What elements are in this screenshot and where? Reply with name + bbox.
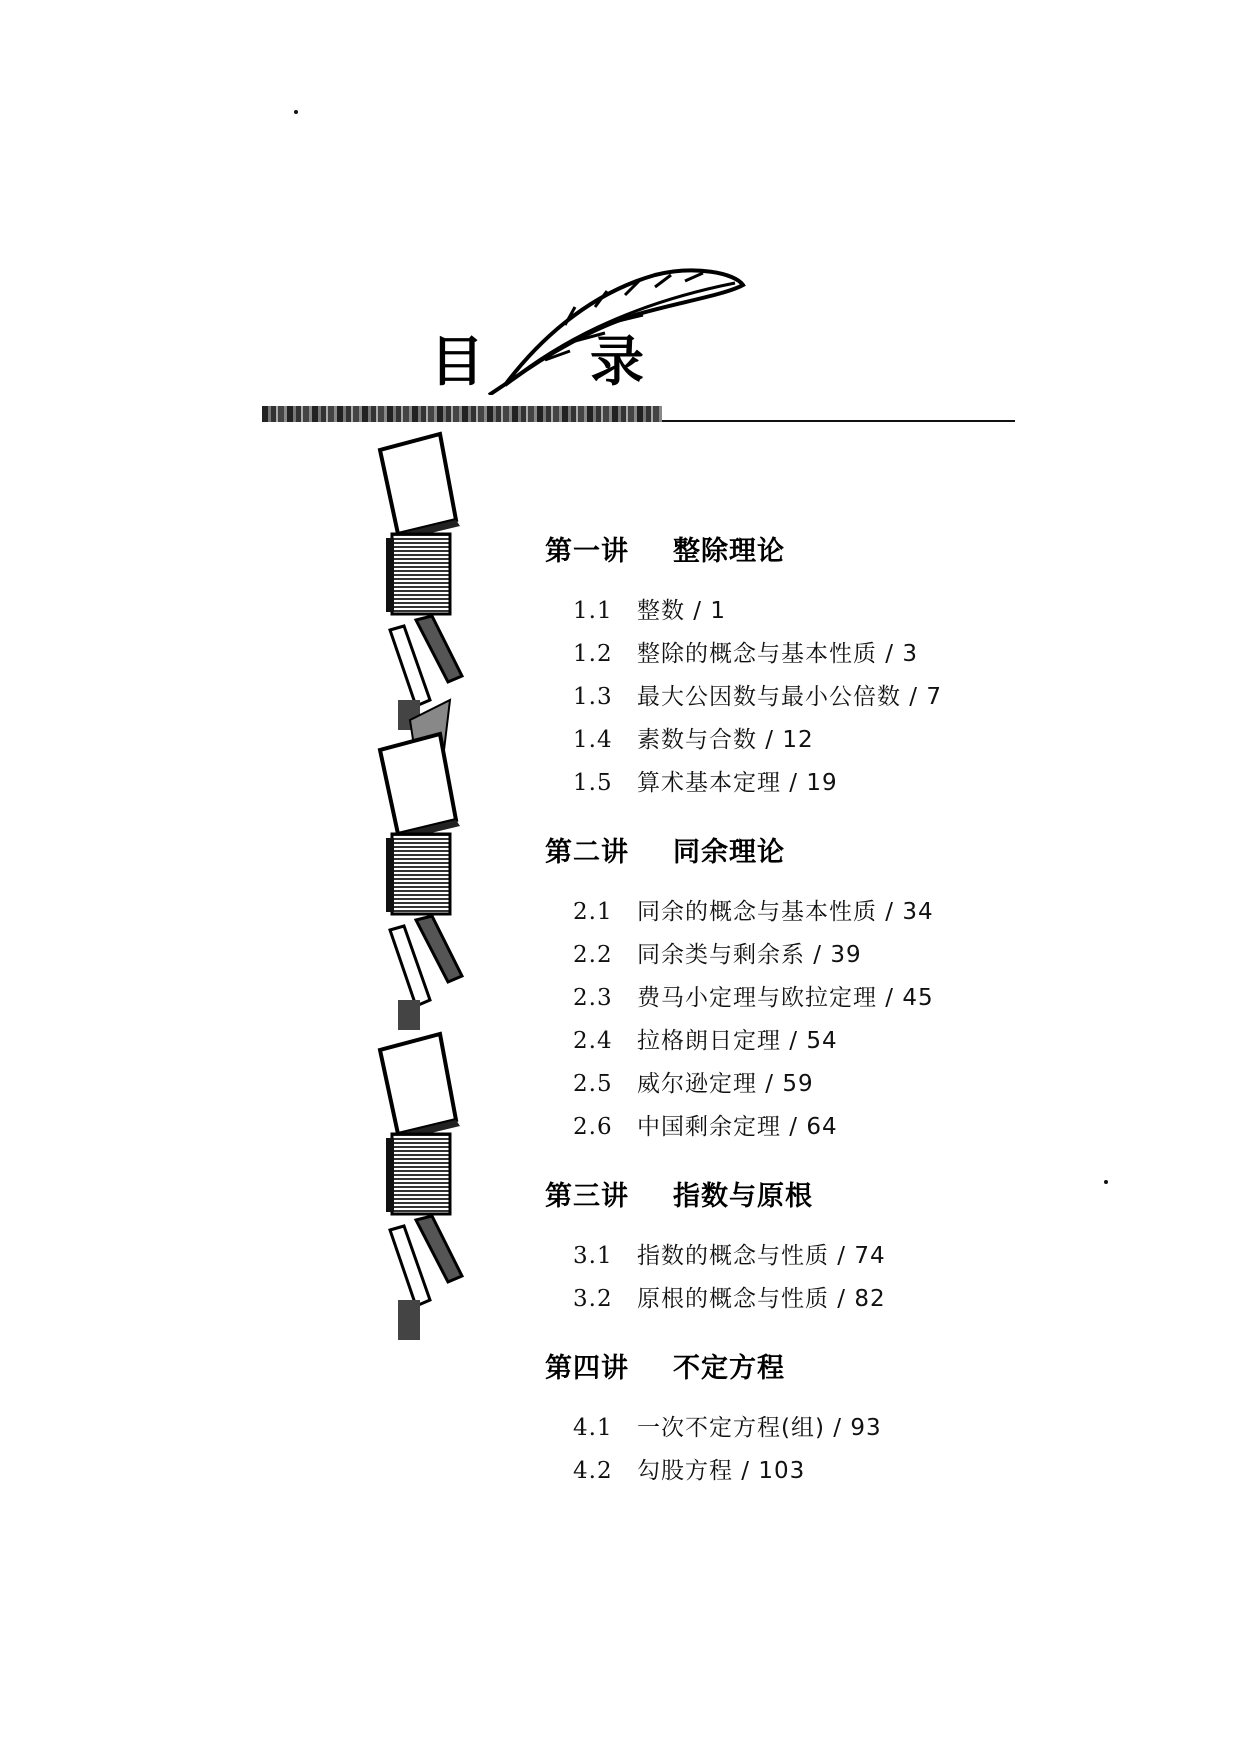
toc-entry[interactable] bbox=[545, 633, 1065, 676]
title-char-mu: 目 bbox=[430, 330, 484, 393]
chapter-heading[interactable] bbox=[545, 1175, 1065, 1219]
section-number: 1.2 bbox=[573, 641, 613, 667]
section-title: 整除的概念与基本性质 / 3 bbox=[637, 641, 919, 667]
chapter-title: 指数与原根 bbox=[673, 1181, 813, 1212]
toc-entry[interactable] bbox=[545, 590, 1065, 633]
section-title: 同余的概念与基本性质 / 34 bbox=[637, 899, 934, 925]
chapter-label: 第三讲 bbox=[545, 1181, 629, 1212]
section-title: 指数的概念与性质 / 74 bbox=[637, 1243, 886, 1269]
chapter-label: 第一讲 bbox=[545, 536, 629, 567]
section-title: 威尔逊定理 / 59 bbox=[637, 1071, 814, 1097]
chapter-heading[interactable] bbox=[545, 1347, 1065, 1391]
section-number: 1.4 bbox=[573, 727, 613, 753]
toc-entry[interactable] bbox=[545, 1450, 1065, 1493]
title-char-lu: 录 bbox=[590, 330, 644, 393]
toc-entry[interactable] bbox=[545, 1020, 1065, 1063]
section-title: 拉格朗日定理 / 54 bbox=[637, 1028, 838, 1054]
section-title: 费马小定理与欧拉定理 / 45 bbox=[637, 985, 934, 1011]
toc-entry[interactable] bbox=[545, 719, 1065, 762]
section-number: 4.1 bbox=[573, 1415, 613, 1441]
section-number: 4.2 bbox=[573, 1458, 613, 1484]
section-number: 2.2 bbox=[573, 942, 613, 968]
header-rule bbox=[662, 420, 1015, 422]
toc-entry[interactable] bbox=[545, 891, 1065, 934]
book-group-3 bbox=[380, 1034, 462, 1340]
section-title: 整数 / 1 bbox=[637, 598, 727, 624]
section-number: 2.5 bbox=[573, 1071, 613, 1097]
toc-entry[interactable] bbox=[545, 676, 1065, 719]
table-of-contents bbox=[545, 530, 1065, 1519]
toc-entry[interactable] bbox=[545, 1407, 1065, 1450]
chapter-heading[interactable] bbox=[545, 530, 1065, 574]
section-number: 2.4 bbox=[573, 1028, 613, 1054]
toc-entry[interactable] bbox=[545, 1106, 1065, 1149]
chapter-title: 不定方程 bbox=[673, 1353, 785, 1384]
section-number: 3.1 bbox=[573, 1243, 613, 1269]
toc-entry[interactable] bbox=[545, 934, 1065, 977]
section-title: 勾股方程 / 103 bbox=[637, 1458, 806, 1484]
book-column-illustration bbox=[370, 430, 480, 1350]
section-title: 素数与合数 / 12 bbox=[637, 727, 814, 753]
toc-entry[interactable] bbox=[545, 1278, 1065, 1321]
book-group-2 bbox=[380, 734, 462, 1030]
toc-entry[interactable] bbox=[545, 1235, 1065, 1278]
chapter-title: 整除理论 bbox=[673, 536, 785, 567]
book-group-1 bbox=[380, 434, 462, 750]
chapter-2 bbox=[545, 831, 1065, 1149]
section-number: 2.3 bbox=[573, 985, 613, 1011]
chapter-label: 第四讲 bbox=[545, 1353, 629, 1384]
section-title: 同余类与剩余系 / 39 bbox=[637, 942, 862, 968]
section-title: 原根的概念与性质 / 82 bbox=[637, 1286, 886, 1312]
chapter-title: 同余理论 bbox=[673, 837, 785, 868]
section-title: 最大公因数与最小公倍数 / 7 bbox=[637, 684, 943, 710]
section-number: 2.1 bbox=[573, 899, 613, 925]
section-title: 一次不定方程(组) / 93 bbox=[637, 1415, 882, 1441]
chapter-4 bbox=[545, 1347, 1065, 1493]
section-number: 3.2 bbox=[573, 1286, 613, 1312]
scan-speck bbox=[294, 110, 298, 114]
header-rule-pattern bbox=[262, 406, 662, 422]
section-number: 1.3 bbox=[573, 684, 613, 710]
toc-title bbox=[420, 255, 750, 395]
section-number: 2.6 bbox=[573, 1114, 613, 1140]
toc-entry[interactable] bbox=[545, 977, 1065, 1020]
section-number: 1.5 bbox=[573, 770, 613, 796]
chapter-1 bbox=[545, 530, 1065, 805]
scan-speck bbox=[1104, 1180, 1108, 1184]
toc-entry[interactable] bbox=[545, 762, 1065, 805]
section-title: 算术基本定理 / 19 bbox=[637, 770, 838, 796]
chapter-heading[interactable] bbox=[545, 831, 1065, 875]
chapter-3 bbox=[545, 1175, 1065, 1321]
chapter-label: 第二讲 bbox=[545, 837, 629, 868]
toc-entry[interactable] bbox=[545, 1063, 1065, 1106]
section-title: 中国剩余定理 / 64 bbox=[637, 1114, 838, 1140]
section-number: 1.1 bbox=[573, 598, 613, 624]
